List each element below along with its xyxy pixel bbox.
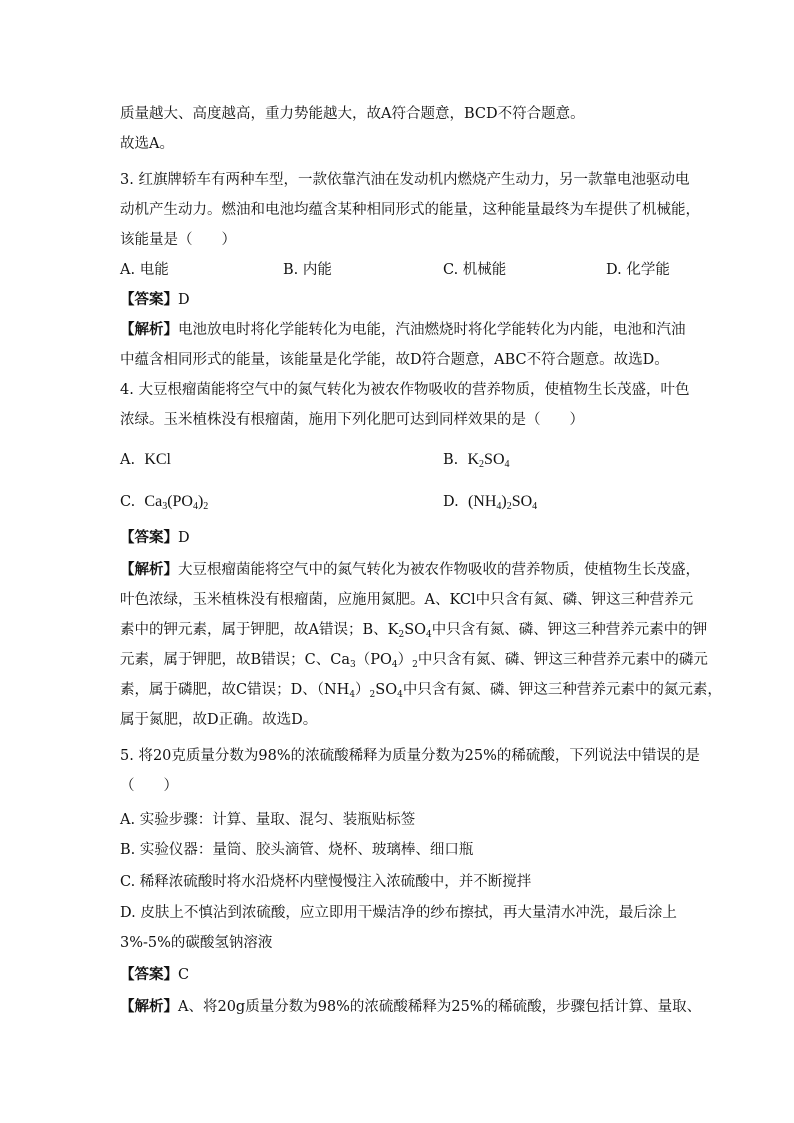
q3-option-c: C. 机械能 [443, 262, 507, 278]
answer-value: D [178, 292, 190, 308]
q3-option-a: A. 电能 [120, 262, 169, 278]
text-line: 质量越大、高度越高，重力势能越大，故A符合题意，BCD不符合题意。 [120, 106, 585, 122]
q3-option-d: D. 化学能 [606, 262, 670, 278]
question-5-text: 5. 将20克质量分数为98%的浓硫酸稀释为质量分数为25%的稀硫酸，下列说法中错误的是 [120, 748, 700, 764]
q3-analysis-cont: 中蕴含相同形式的能量，该能量是化学能，故D符合题意，ABC不符合题意。故选D。 [120, 352, 669, 368]
answer-label: 【答案】 [120, 529, 178, 546]
analysis-label: 【解析】 [120, 561, 178, 578]
analysis-text: 大豆根瘤菌能将空气中的氮气转化为被农作物吸收的营养物质，使植物生长茂盛， [178, 562, 700, 578]
answer-label: 【答案】 [120, 966, 178, 983]
answer-value: D [178, 530, 190, 546]
analysis-label: 【解析】 [120, 321, 178, 338]
q5-option-a: A. 实验步骤：计算、量取、混匀、装瓶贴标签 [120, 812, 416, 828]
q4-analysis-cont: 属于氮肥，故D正确。故选D。 [120, 712, 318, 728]
question-3-text: 3. 红旗牌轿车有两种车型，一款依靠汽油在发动机内燃烧产生动力，另一款靠电池驱动电 [120, 172, 690, 188]
analysis-label: 【解析】 [120, 998, 178, 1015]
question-3-text: 动机产生动力。燃油和电池均蕴含某种相同形式的能量，这种能量最终为车提供了机械能， [120, 202, 700, 218]
formula-ca3po42: $Ca_3(PO_4)_2$ [144, 493, 209, 512]
q4-analysis-cont: 素，属于磷肥，故C错误；D、$(NH_4)_2SO_4$中只含有氮、磷、钾这三种营养元素中的氮元素， [120, 682, 722, 700]
formula-k2so4: $K_2SO_4$ [467, 451, 510, 470]
q4-option-c: C. $Ca_3(PO_4)_2$ [120, 493, 209, 512]
text-line: 故选A。 [120, 136, 174, 152]
formula-nh42so4: $(NH_4)_2SO_4$ [467, 493, 538, 512]
question-4-text: 4. 大豆根瘤菌能将空气中的氮气转化为被农作物吸收的营养物质，使植物生长茂盛，叶色 [120, 382, 690, 398]
q3-option-b: B. 内能 [283, 262, 332, 278]
q5-option-b: B. 实验仪器：量筒、胶头滴管、烧杯、玻璃棒、细口瓶 [120, 842, 474, 858]
q4-analysis-cont: 元素，属于钾肥，故B错误；C、$Ca_3(PO_4)_2$中只含有氮、磷、钾这三种营养元素中的磷元 [120, 652, 708, 670]
question-3-text: 该能量是（ ） [120, 232, 236, 248]
q4-option-a: A. KCl [120, 451, 171, 468]
q4-answer [120, 528, 190, 548]
q3-analysis [120, 320, 686, 340]
analysis-text: A、将20g质量分数为98%的浓硫酸稀释为25%的稀硫酸，步骤包括计算、量取、 [178, 999, 702, 1015]
q4-analysis [120, 560, 700, 580]
q5-answer [120, 965, 189, 985]
q3-answer [120, 290, 190, 310]
answer-label: 【答案】 [120, 291, 178, 308]
q4-analysis-cont: 叶色浓绿，玉米植株没有根瘤菌，应施用氮肥。A、KCl中只含有氮、磷、钾这三种营养元 [120, 592, 694, 608]
analysis-text: 电池放电时将化学能转化为电能，汽油燃烧时将化学能转化为内能，电池和汽油 [178, 322, 686, 338]
q5-option-d-cont: 3%-5%的碳酸氢钠溶液 [120, 935, 273, 951]
q4-option-d: D. $(NH_4)_2SO_4$ [443, 493, 538, 512]
q4-option-b: B. $K_2SO_4$ [443, 451, 510, 470]
question-4-text: 浓绿。玉米植株没有根瘤菌，施用下列化肥可达到同样效果的是（ ） [120, 412, 584, 428]
q5-option-d: D. 皮肤上不慎沾到浓硫酸，应立即用干燥洁净的纱布擦拭，再大量清水冲洗，最后涂上 [120, 905, 677, 921]
q5-option-c: C. 稀释浓硫酸时将水沿烧杯内壁慢慢注入浓硫酸中，并不断搅拌 [120, 874, 532, 890]
question-5-text: （ ） [120, 778, 178, 794]
q5-analysis [120, 997, 701, 1017]
formula-kcl: KCl [144, 451, 171, 468]
q4-analysis-cont: 素中的钾元素，属于钾肥，故A错误；B、$K_2SO_4$中只含有氮、磷、钾这三种营养元素中的钾 [120, 622, 708, 640]
answer-value: C [178, 967, 190, 983]
